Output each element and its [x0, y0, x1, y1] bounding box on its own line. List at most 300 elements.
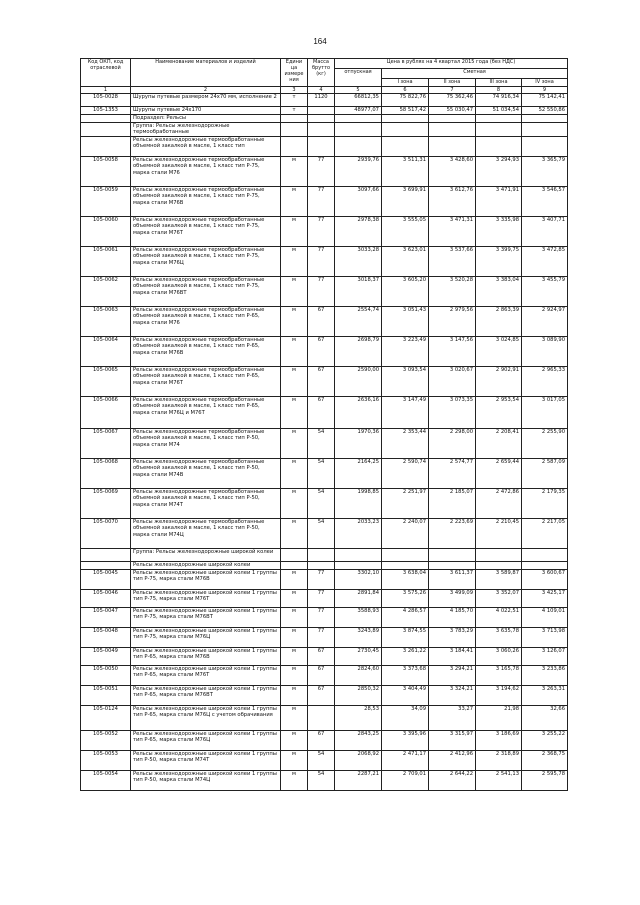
- group-title: Рельсы железнодорожные широкой колеи: [131, 561, 281, 569]
- zone-2-price-cell: 55 030,47: [429, 107, 476, 115]
- zone-1-price-cell: 3 699,91: [382, 186, 429, 216]
- code-cell: 105-0064: [81, 336, 131, 366]
- empty-cell: [281, 123, 308, 137]
- unit-cell: м: [281, 750, 308, 770]
- zone-2-price-cell: 3 611,37: [429, 569, 476, 589]
- table-row: [81, 216, 568, 246]
- zone-3-price-cell: 74 916,34: [476, 94, 522, 107]
- empty-cell: [308, 561, 335, 569]
- header-price-title: Цена в рублях на 4 квартал 2015 года (без НДС): [335, 59, 568, 69]
- zone-1-price-cell: 2 251,97: [382, 488, 429, 518]
- release-price-cell: 48977,07: [335, 107, 382, 115]
- zone-4-price-cell: 3 600,67: [522, 569, 568, 589]
- name-cell: Рельсы железнодорожные широкой колеи 1 группы тип Р-65, марка стали М76Т: [131, 665, 281, 685]
- table-row: [81, 186, 568, 216]
- mass-cell: 67: [308, 336, 335, 366]
- table-row: [81, 94, 568, 107]
- mass-cell: 54: [308, 428, 335, 458]
- zone-1-price-cell: 3 373,68: [382, 665, 429, 685]
- empty-cell: [476, 123, 522, 137]
- release-price-cell: 3588,93: [335, 607, 382, 627]
- code-cell: 105-0058: [81, 156, 131, 186]
- zone-3-price-cell: 3 399,75: [476, 246, 522, 276]
- unit-cell: м: [281, 246, 308, 276]
- empty-cell: [382, 136, 429, 156]
- zone-3-price-cell: 2 659,44: [476, 458, 522, 488]
- zone-4-price-cell: 3 713,98: [522, 627, 568, 647]
- zone-3-price-cell: 21,98: [476, 705, 522, 730]
- zone-1-price-cell: 3 404,49: [382, 685, 429, 705]
- unit-cell: м: [281, 336, 308, 366]
- empty-cell: [335, 115, 382, 123]
- release-price-cell: 2068,92: [335, 750, 382, 770]
- zone-3-price-cell: 2 210,45: [476, 518, 522, 548]
- name-cell: Рельсы железнодорожные широкой колеи 1 группы тип Р-50, марка стали М74Ц: [131, 770, 281, 790]
- table-row: [81, 428, 568, 458]
- empty-cell: [335, 548, 382, 561]
- zone-4-price-cell: 2 924,97: [522, 306, 568, 336]
- zone-4-price-cell: 2 368,75: [522, 750, 568, 770]
- page-number: 164: [313, 37, 327, 46]
- release-price-cell: 2554,74: [335, 306, 382, 336]
- zone-4-price-cell: 3 472,85: [522, 246, 568, 276]
- mass-cell: 54: [308, 518, 335, 548]
- zone-4-price-cell: 75 142,41: [522, 94, 568, 107]
- header-unit: Едини ца измере ния: [281, 59, 308, 87]
- zone-2-price-cell: 2 298,00: [429, 428, 476, 458]
- zone-4-price-cell: 2 217,05: [522, 518, 568, 548]
- empty-cell: [308, 115, 335, 123]
- zone-2-price-cell: 2 223,69: [429, 518, 476, 548]
- empty-cell: [522, 136, 568, 156]
- unit-cell: м: [281, 770, 308, 790]
- empty-cell: [429, 561, 476, 569]
- unit-cell: м: [281, 366, 308, 396]
- code-cell: 105-0060: [81, 216, 131, 246]
- zone-2-price-cell: 3 612,76: [429, 186, 476, 216]
- zone-2-price-cell: 3 471,31: [429, 216, 476, 246]
- table-row: [81, 730, 568, 750]
- code-cell: 105-0046: [81, 589, 131, 607]
- empty-cell: [382, 115, 429, 123]
- mass-cell: 67: [308, 685, 335, 705]
- zone-2-price-cell: 3 428,60: [429, 156, 476, 186]
- zone-3-price-cell: 2 902,91: [476, 366, 522, 396]
- zone-2-price-cell: 3 499,09: [429, 589, 476, 607]
- zone-3-price-cell: 3 024,85: [476, 336, 522, 366]
- code-cell: 105-0051: [81, 685, 131, 705]
- release-price-cell: 1998,85: [335, 488, 382, 518]
- group-title: Группа: Рельсы железнодорожные термообработанные: [131, 123, 281, 137]
- zone-3-price-cell: 4 022,51: [476, 607, 522, 627]
- release-price-cell: 3018,37: [335, 276, 382, 306]
- table-row: [81, 607, 568, 627]
- zone-4-price-cell: 2 595,78: [522, 770, 568, 790]
- zone-2-price-cell: 3 315,97: [429, 730, 476, 750]
- unit-cell: м: [281, 685, 308, 705]
- name-cell: Шурупы путевые размером 24х70 мм, исполнение 2: [131, 94, 281, 107]
- zone-4-price-cell: 3 425,17: [522, 589, 568, 607]
- zone-4-price-cell: 32,66: [522, 705, 568, 730]
- zone-2-price-cell: 75 362,46: [429, 94, 476, 107]
- release-price-cell: 66812,35: [335, 94, 382, 107]
- zone-4-price-cell: 3 407,71: [522, 216, 568, 246]
- name-cell: Рельсы железнодорожные широкой колеи 1 группы тип Р-65, марка стали М76В: [131, 647, 281, 665]
- release-price-cell: 2939,76: [335, 156, 382, 186]
- unit-cell: м: [281, 488, 308, 518]
- release-price-cell: 2287,21: [335, 770, 382, 790]
- name-cell: Рельсы железнодорожные термообработанные объемной закалкой в масле, 1 класс тип Р-50, марка стали М74Ц: [131, 518, 281, 548]
- unit-cell: м: [281, 518, 308, 548]
- zone-4-price-cell: 3 455,79: [522, 276, 568, 306]
- zone-3-price-cell: 3 352,07: [476, 589, 522, 607]
- zone-1-price-cell: 3 874,55: [382, 627, 429, 647]
- header-zone-2: II зона: [429, 79, 476, 87]
- table-row: [81, 276, 568, 306]
- mass-cell: 54: [308, 770, 335, 790]
- table-row: [81, 770, 568, 790]
- zone-4-price-cell: 2 965,33: [522, 366, 568, 396]
- column-index: 5: [335, 87, 382, 94]
- group-row: [81, 548, 568, 561]
- zone-2-price-cell: 3 324,21: [429, 685, 476, 705]
- zone-1-price-cell: 3 605,20: [382, 276, 429, 306]
- group-row: [81, 561, 568, 569]
- unit-cell: т: [281, 107, 308, 115]
- mass-cell: 67: [308, 730, 335, 750]
- unit-cell: м: [281, 186, 308, 216]
- code-cell: 105-0049: [81, 647, 131, 665]
- name-cell: Рельсы железнодорожные термообработанные объемной закалкой в масле, 1 класс тип Р-65, марка стали М76Т: [131, 366, 281, 396]
- zone-3-price-cell: 2 953,54: [476, 396, 522, 428]
- release-price-cell: 2843,25: [335, 730, 382, 750]
- zone-2-price-cell: 3 073,35: [429, 396, 476, 428]
- mass-cell: 77: [308, 627, 335, 647]
- group-title: Рельсы железнодорожные термообработанные объемной закалкой в масле, 1 класс тип: [131, 136, 281, 156]
- name-cell: Рельсы железнодорожные термообработанные объемной закалкой в масле, 1 класс тип Р-50, марка стали М74В: [131, 458, 281, 488]
- code-cell: 105-0063: [81, 306, 131, 336]
- release-price-cell: 2730,45: [335, 647, 382, 665]
- zone-2-price-cell: 2 574,77: [429, 458, 476, 488]
- table-row: [81, 458, 568, 488]
- zone-4-price-cell: 3 089,90: [522, 336, 568, 366]
- code-cell: 105-0066: [81, 396, 131, 428]
- table-row: [81, 306, 568, 336]
- release-price-cell: 2698,79: [335, 336, 382, 366]
- zone-1-price-cell: 3 261,22: [382, 647, 429, 665]
- zone-2-price-cell: 3 184,41: [429, 647, 476, 665]
- mass-cell: 67: [308, 647, 335, 665]
- zone-1-price-cell: 3 511,31: [382, 156, 429, 186]
- zone-2-price-cell: 2 185,07: [429, 488, 476, 518]
- unit-cell: м: [281, 569, 308, 589]
- unit-cell: м: [281, 306, 308, 336]
- table-row: [81, 589, 568, 607]
- table-row: [81, 518, 568, 548]
- name-cell: Рельсы железнодорожные широкой колеи 1 группы тип Р-75, марка стали М76Т: [131, 589, 281, 607]
- zone-3-price-cell: 51 034,54: [476, 107, 522, 115]
- column-index: 6: [382, 87, 429, 94]
- empty-cell: [308, 548, 335, 561]
- table-body: [81, 94, 568, 791]
- header-mass: Масса брутто (кг): [308, 59, 335, 87]
- code-cell: 105-0059: [81, 186, 131, 216]
- empty-cell: [335, 136, 382, 156]
- zone-3-price-cell: 3 186,69: [476, 730, 522, 750]
- release-price-cell: 2850,32: [335, 685, 382, 705]
- price-table: [80, 58, 568, 791]
- unit-cell: м: [281, 705, 308, 730]
- mass-cell: 77: [308, 569, 335, 589]
- zone-1-price-cell: 4 286,57: [382, 607, 429, 627]
- release-price-cell: 28,53: [335, 705, 382, 730]
- zone-4-price-cell: 2 255,90: [522, 428, 568, 458]
- zone-1-price-cell: 3 093,54: [382, 366, 429, 396]
- zone-4-price-cell: 3 255,22: [522, 730, 568, 750]
- zone-4-price-cell: 2 587,09: [522, 458, 568, 488]
- release-price-cell: 2164,25: [335, 458, 382, 488]
- mass-cell: 77: [308, 156, 335, 186]
- empty-cell: [308, 123, 335, 137]
- release-price-cell: 2824,60: [335, 665, 382, 685]
- name-cell: Рельсы железнодорожные термообработанные объемной закалкой в масле, 1 класс тип Р-75, марка стали М76: [131, 156, 281, 186]
- unit-cell: м: [281, 396, 308, 428]
- name-cell: Шурупы путевые 24х170: [131, 107, 281, 115]
- name-cell: Рельсы железнодорожные термообработанные объемной закалкой в масле, 1 класс тип Р-75, марка стали М76В: [131, 186, 281, 216]
- code-cell-empty: [81, 548, 131, 561]
- zone-3-price-cell: 3 335,98: [476, 216, 522, 246]
- code-cell: 105-0045: [81, 569, 131, 589]
- zone-4-price-cell: 52 550,86: [522, 107, 568, 115]
- unit-cell: т: [281, 94, 308, 107]
- name-cell: Рельсы железнодорожные широкой колеи 1 группы тип Р-65, марка стали М76ВТ: [131, 685, 281, 705]
- release-price-cell: 3097,66: [335, 186, 382, 216]
- zone-3-price-cell: 3 589,87: [476, 569, 522, 589]
- table-row: [81, 665, 568, 685]
- table-row: [81, 569, 568, 589]
- group-row: [81, 136, 568, 156]
- header-code: Код ОКП, код отраслевой: [81, 59, 131, 87]
- zone-2-price-cell: 2 644,22: [429, 770, 476, 790]
- zone-2-price-cell: 4 185,70: [429, 607, 476, 627]
- code-cell: 105-0053: [81, 750, 131, 770]
- zone-4-price-cell: 3 365,79: [522, 156, 568, 186]
- unit-cell: м: [281, 647, 308, 665]
- code-cell: 105-0054: [81, 770, 131, 790]
- code-cell-empty: [81, 123, 131, 137]
- header-name: Наименование материалов и изделий: [131, 59, 281, 87]
- table-row: [81, 156, 568, 186]
- zone-4-price-cell: 3 017,05: [522, 396, 568, 428]
- table-row: [81, 627, 568, 647]
- zone-3-price-cell: 2 541,13: [476, 770, 522, 790]
- mass-cell: 67: [308, 665, 335, 685]
- empty-cell: [281, 136, 308, 156]
- zone-3-price-cell: 3 383,04: [476, 276, 522, 306]
- mass-cell: 54: [308, 750, 335, 770]
- empty-cell: [281, 561, 308, 569]
- zone-1-price-cell: 34,09: [382, 705, 429, 730]
- zone-1-price-cell: 2 240,07: [382, 518, 429, 548]
- unit-cell: м: [281, 607, 308, 627]
- zone-1-price-cell: 3 395,96: [382, 730, 429, 750]
- empty-cell: [281, 115, 308, 123]
- unit-cell: м: [281, 627, 308, 647]
- empty-cell: [476, 548, 522, 561]
- zone-3-price-cell: 2 318,89: [476, 750, 522, 770]
- header-zone-4: IV зона: [522, 79, 568, 87]
- zone-4-price-cell: 3 233,86: [522, 665, 568, 685]
- column-index: 4: [308, 87, 335, 94]
- name-cell: Рельсы железнодорожные термообработанные объемной закалкой в масле, 1 класс тип Р-75, марка стали М76Т: [131, 216, 281, 246]
- column-index: 1: [81, 87, 131, 94]
- empty-cell: [522, 115, 568, 123]
- empty-cell: [308, 136, 335, 156]
- code-cell-empty: [81, 136, 131, 156]
- mass-cell: 77: [308, 607, 335, 627]
- table-row: [81, 705, 568, 730]
- empty-cell: [522, 561, 568, 569]
- release-price-cell: 1970,36: [335, 428, 382, 458]
- code-cell: 105-0062: [81, 276, 131, 306]
- column-index: 3: [281, 87, 308, 94]
- mass-cell: 67: [308, 306, 335, 336]
- header-zone-3: III зона: [476, 79, 522, 87]
- zone-2-price-cell: 33,27: [429, 705, 476, 730]
- header-release: отпускная: [335, 69, 382, 87]
- zone-4-price-cell: 3 263,31: [522, 685, 568, 705]
- release-price-cell: 2636,16: [335, 396, 382, 428]
- zone-4-price-cell: 3 546,57: [522, 186, 568, 216]
- empty-cell: [335, 123, 382, 137]
- zone-1-price-cell: 75 822,76: [382, 94, 429, 107]
- zone-2-price-cell: 3 020,67: [429, 366, 476, 396]
- table-row: [81, 750, 568, 770]
- zone-2-price-cell: 2 979,56: [429, 306, 476, 336]
- code-cell: 105-0028: [81, 94, 131, 107]
- unit-cell: м: [281, 730, 308, 750]
- code-cell: 105-0068: [81, 458, 131, 488]
- empty-cell: [476, 136, 522, 156]
- name-cell: Рельсы железнодорожные широкой колеи 1 группы тип Р-65, марка стали М76Ц: [131, 730, 281, 750]
- mass-cell: 77: [308, 276, 335, 306]
- zone-1-price-cell: 58 517,42: [382, 107, 429, 115]
- zone-1-price-cell: 2 709,01: [382, 770, 429, 790]
- mass-cell: 54: [308, 488, 335, 518]
- zone-2-price-cell: 3 147,56: [429, 336, 476, 366]
- group-row: [81, 115, 568, 123]
- release-price-cell: 2590,00: [335, 366, 382, 396]
- empty-cell: [382, 561, 429, 569]
- zone-3-price-cell: 3 165,78: [476, 665, 522, 685]
- release-price-cell: 3243,89: [335, 627, 382, 647]
- unit-cell: м: [281, 665, 308, 685]
- zone-4-price-cell: 4 109,01: [522, 607, 568, 627]
- empty-cell: [429, 115, 476, 123]
- mass-cell: 67: [308, 396, 335, 428]
- column-index-row: [81, 87, 568, 94]
- zone-3-price-cell: 2 863,39: [476, 306, 522, 336]
- table-row: [81, 107, 568, 115]
- unit-cell: м: [281, 428, 308, 458]
- zone-1-price-cell: 3 555,05: [382, 216, 429, 246]
- name-cell: Рельсы железнодорожные широкой колеи 1 группы тип Р-75, марка стали М76Ц: [131, 627, 281, 647]
- mass-cell: [308, 107, 335, 115]
- zone-2-price-cell: 2 412,96: [429, 750, 476, 770]
- name-cell: Рельсы железнодорожные термообработанные объемной закалкой в масле, 1 класс тип Р-65, марка стали М76: [131, 306, 281, 336]
- mass-cell: 77: [308, 246, 335, 276]
- empty-cell: [382, 548, 429, 561]
- name-cell: Рельсы железнодорожные широкой колеи 1 группы тип Р-75, марка стали М76ВТ: [131, 607, 281, 627]
- name-cell: Рельсы железнодорожные термообработанные объемной закалкой в масле, 1 класс тип Р-50, марка стали М74: [131, 428, 281, 458]
- code-cell: 105-0067: [81, 428, 131, 458]
- code-cell: 105-0065: [81, 366, 131, 396]
- empty-cell: [429, 136, 476, 156]
- name-cell: Рельсы железнодорожные широкой колеи 1 группы тип Р-65, марка стали М76Ц с учетом обрачивания: [131, 705, 281, 730]
- zone-1-price-cell: 3 638,04: [382, 569, 429, 589]
- table-row: [81, 246, 568, 276]
- name-cell: Рельсы железнодорожные термообработанные объемной закалкой в масле, 1 класс тип Р-75, марка стали М76Ц: [131, 246, 281, 276]
- zone-3-price-cell: 3 635,78: [476, 627, 522, 647]
- name-cell: Рельсы железнодорожные термообработанные объемной закалкой в масле, 1 класс тип Р-65, марка стали М76Ц и М76Т: [131, 396, 281, 428]
- code-cell-empty: [81, 115, 131, 123]
- zone-1-price-cell: 2 353,44: [382, 428, 429, 458]
- mass-cell: [308, 705, 335, 730]
- release-price-cell: 3033,28: [335, 246, 382, 276]
- name-cell: Рельсы железнодорожные термообработанные объемной закалкой в масле, 1 класс тип Р-75, марка стали М76ВТ: [131, 276, 281, 306]
- empty-cell: [476, 561, 522, 569]
- zone-3-price-cell: 3 471,91: [476, 186, 522, 216]
- zone-1-price-cell: 3 147,49: [382, 396, 429, 428]
- code-cell: 105-0050: [81, 665, 131, 685]
- mass-cell: 54: [308, 458, 335, 488]
- group-row: [81, 123, 568, 137]
- zone-1-price-cell: 2 590,74: [382, 458, 429, 488]
- header-zone-1: I зона: [382, 79, 429, 87]
- empty-cell: [281, 548, 308, 561]
- zone-3-price-cell: 3 060,26: [476, 647, 522, 665]
- empty-cell: [522, 548, 568, 561]
- empty-cell: [429, 123, 476, 137]
- code-cell: 105-0048: [81, 627, 131, 647]
- name-cell: Рельсы железнодорожные широкой колеи 1 группы тип Р-75, марка стали М76В: [131, 569, 281, 589]
- column-index: 7: [429, 87, 476, 94]
- empty-cell: [429, 548, 476, 561]
- unit-cell: м: [281, 589, 308, 607]
- mass-cell: 1120: [308, 94, 335, 107]
- table-row: [81, 396, 568, 428]
- table-row: [81, 366, 568, 396]
- release-price-cell: 2891,84: [335, 589, 382, 607]
- zone-1-price-cell: 3 623,01: [382, 246, 429, 276]
- zone-2-price-cell: 3 520,28: [429, 276, 476, 306]
- zone-2-price-cell: 3 783,29: [429, 627, 476, 647]
- table-row: [81, 647, 568, 665]
- zone-4-price-cell: 2 179,35: [522, 488, 568, 518]
- zone-2-price-cell: 3 294,21: [429, 665, 476, 685]
- name-cell: Рельсы железнодорожные термообработанные объемной закалкой в масле, 1 класс тип Р-50, марка стали М74Т: [131, 488, 281, 518]
- code-cell: 105-0061: [81, 246, 131, 276]
- empty-cell: [522, 123, 568, 137]
- column-index: 2: [131, 87, 281, 94]
- zone-2-price-cell: 3 537,66: [429, 246, 476, 276]
- empty-cell: [476, 115, 522, 123]
- column-index: 8: [476, 87, 522, 94]
- zone-3-price-cell: 3 194,62: [476, 685, 522, 705]
- unit-cell: м: [281, 458, 308, 488]
- table-row: [81, 488, 568, 518]
- name-cell: Рельсы железнодорожные термообработанные объемной закалкой в масле, 1 класс тип Р-65, марка стали М76В: [131, 336, 281, 366]
